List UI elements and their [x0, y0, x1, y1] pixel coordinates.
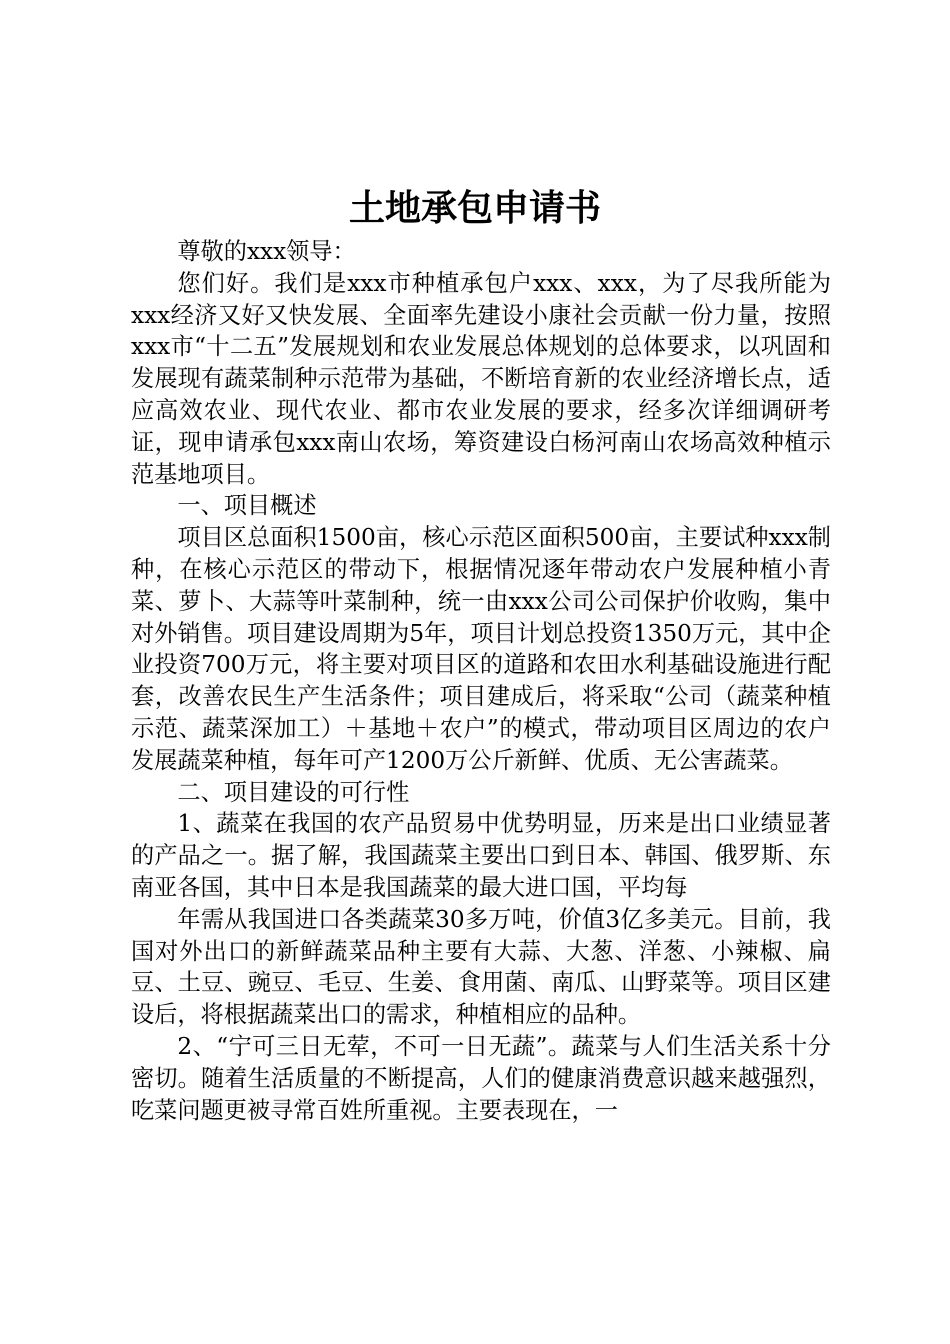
section-heading-feasibility: 二、项目建设的可行性: [177, 778, 410, 806]
paragraph-feasibility-1-cont: 年需从我国进口各类蔬菜30多万吨，价值3亿多美元。目前，我国对外出口的新鲜蔬菜品种主要有大蒜、大葱、洋葱、小辣椒、扁豆、土豆、豌豆、毛豆、生姜、食用菌、南瓜、山野菜等。项目区建设后，将根据蔬菜出口的需求，种植相应的品种。: [131, 905, 831, 1029]
document-body: [131, 236, 831, 1126]
paragraph-feasibility-1: 1、蔬菜在我国的农产品贸易中优势明显，历来是出口业绩显著的产品之一。据了解，我国蔬菜主要出口到日本、韩国、俄罗斯、东南亚各国，其中日本是我国蔬菜的最大进口国，平均每: [131, 810, 831, 901]
paragraph-feasibility-2: 2、“宁可三日无荤，不可一日无蔬”。蔬菜与人们生活关系十分密切。随着生活质量的不断提高，人们的健康消费意识越来越强烈，吃菜问题更被寻常百姓所重视。主要表现在，一: [131, 1032, 831, 1124]
paragraph-greeting: 您们好。我们是xxx市种植承包户xxx、xxx，为了尽我所能为xxx经济又好又快发展、全面率先建设小康社会贡献一份力量，按照xxx市“十二五”发展规划和农业发展总体规划的总体要求，以巩固和发展现有蔬菜制种示范带为基础，不断培育新的农业经济增长点，适应高效农业、现代农业、都市农业发展的要求，经多次详细调研考证，现申请承包xxx南山农场，筹资建设白杨河南山农场高效种植示范基地项目。: [131, 269, 831, 488]
document-title: 土地承包申请书: [348, 187, 601, 229]
salutation: 尊敬的xxx领导：: [177, 238, 356, 265]
section-heading-overview: 一、项目概述: [177, 492, 317, 520]
paragraph-overview: 项目区总面积1500亩，核心示范区面积500亩，主要试种xxx制种，在核心示范区的带动下，根据情况逐年带动农户发展种植小青菜、萝卜、大蒜等叶菜制种，统一由xxx公司公司保护价收购，集中对外销售。项目建设周期为5年，项目计划总投资1350万元，其中企业投资700万元，将主要对项目区的道路和农田水利基础设施进行配套，改善农民生产生活条件；项目建成后，将采取“公司（蔬菜种植示范、蔬菜深加工）＋基地＋农户”的模式，带动项目区周边的农户发展蔬菜种植，每年可产1200万公斤新鲜、优质、无公害蔬菜。: [131, 524, 831, 774]
